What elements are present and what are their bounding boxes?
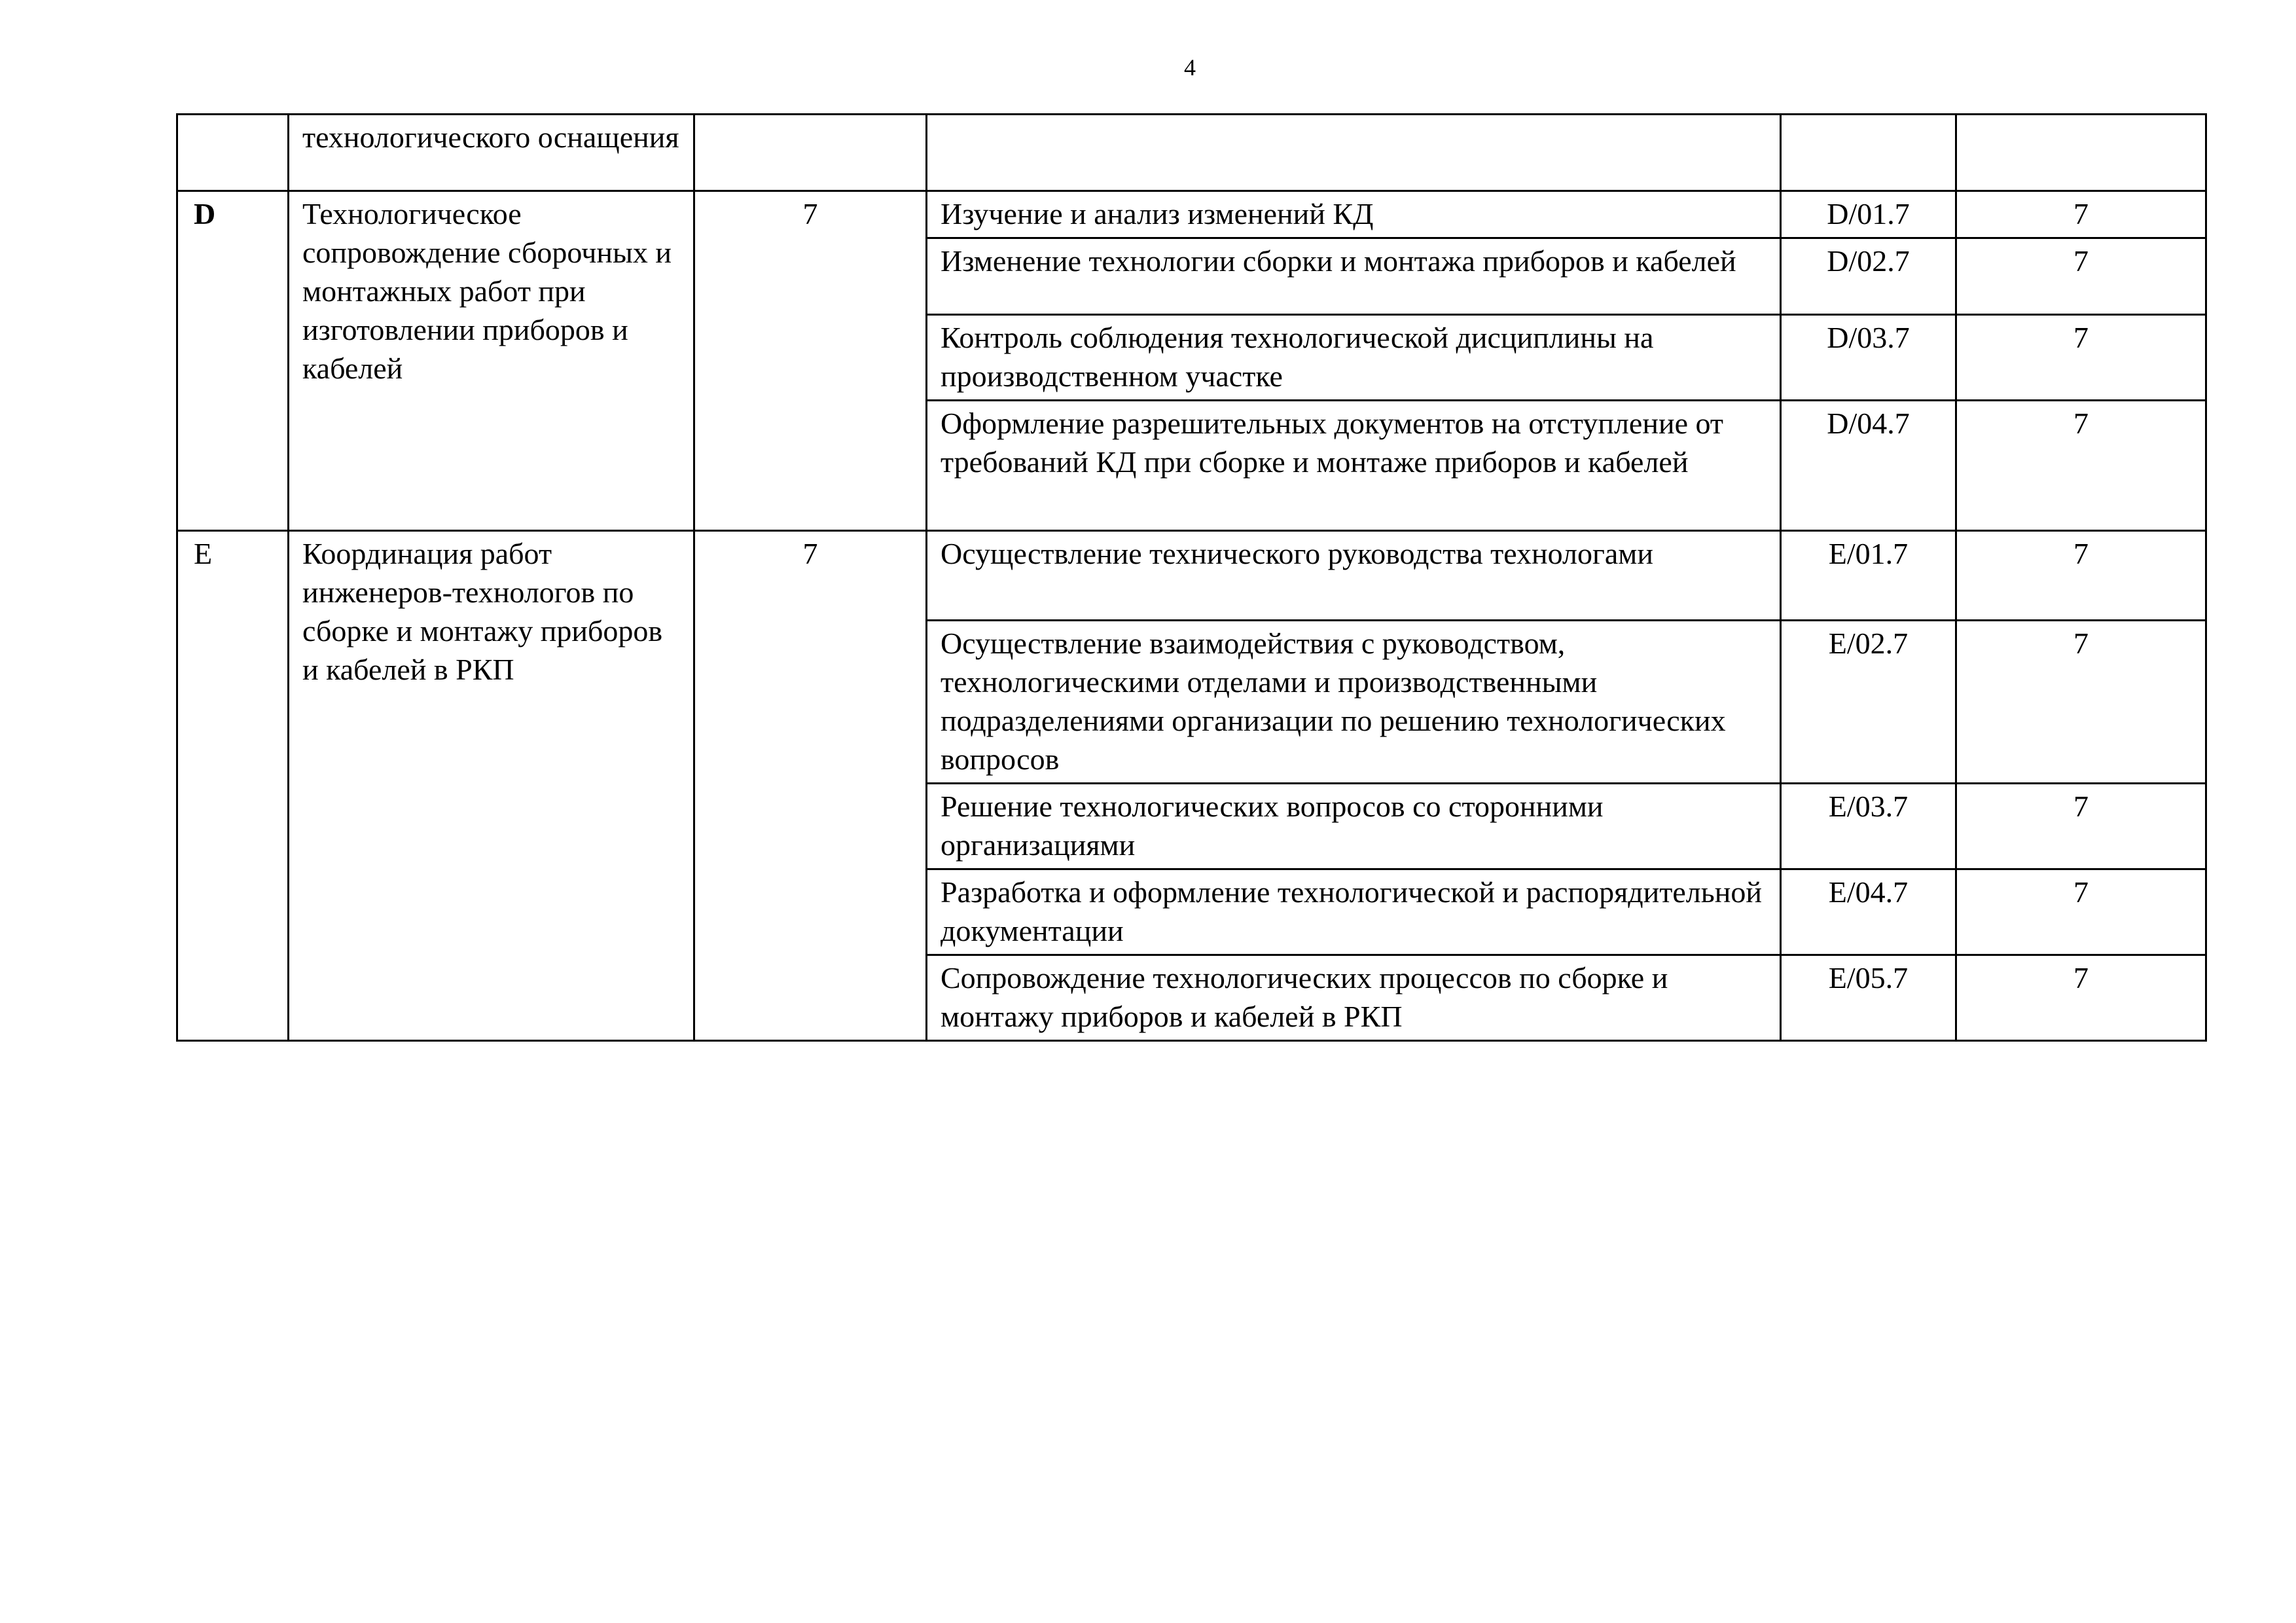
group-code-cell: E <box>177 531 289 1041</box>
function-code-cell: D/04.7 <box>1781 401 1956 531</box>
group-code-cell: D <box>177 191 289 531</box>
group-level-cell: 7 <box>694 191 927 531</box>
function-code-cell: D/02.7 <box>1781 238 1956 315</box>
function-name-cell <box>927 115 1781 191</box>
function-level-cell: 7 <box>1956 531 2206 621</box>
function-level-cell: 7 <box>1956 621 2206 784</box>
function-level-cell: 7 <box>1956 238 2206 315</box>
function-level-cell: 7 <box>1956 401 2206 531</box>
group-name-cell: Координация работ инженеров-технологов по сборке и монтажу приборов и кабелей в РКП <box>289 531 694 1041</box>
function-code-cell: E/02.7 <box>1781 621 1956 784</box>
function-code-cell: E/05.7 <box>1781 955 1956 1041</box>
function-code-cell: E/03.7 <box>1781 784 1956 869</box>
function-name-cell: Разработка и оформление технологической и распорядительной документации <box>927 869 1781 955</box>
functions-table <box>176 113 2207 1042</box>
function-code-cell: E/01.7 <box>1781 531 1956 621</box>
group-level-cell: 7 <box>694 531 927 1041</box>
function-name-cell: Контроль соблюдения технологической дисциплины на производственном участке <box>927 315 1781 401</box>
function-code-cell: D/01.7 <box>1781 191 1956 238</box>
table-row <box>177 115 2206 191</box>
table-row <box>177 531 2206 621</box>
function-level-cell <box>1956 115 2206 191</box>
group-name-cell: Технологическое сопровождение сборочных и монтажных работ при изготовлении приборов и кабелей <box>289 191 694 531</box>
function-name-cell: Сопровождение технологических процессов по сборке и монтажу приборов и кабелей в РКП <box>927 955 1781 1041</box>
group-code-cell <box>177 115 289 191</box>
function-name-cell: Осуществление взаимодействия с руководством, технологическими отделами и производственными подразделениями организации по решению технологических вопросов <box>927 621 1781 784</box>
group-level-cell <box>694 115 927 191</box>
function-name-cell: Изучение и анализ изменений КД <box>927 191 1781 238</box>
function-level-cell: 7 <box>1956 191 2206 238</box>
function-name-cell: Осуществление технического руководства технологами <box>927 531 1781 621</box>
function-level-cell: 7 <box>1956 869 2206 955</box>
function-name-cell: Решение технологических вопросов со сторонними организациями <box>927 784 1781 869</box>
function-name-cell: Оформление разрешительных документов на отступление от требований КД при сборке и монтаже приборов и кабелей <box>927 401 1781 531</box>
group-name-cell: технологического оснащения <box>289 115 694 191</box>
function-code-cell <box>1781 115 1956 191</box>
table-row <box>177 191 2206 238</box>
page-number: 4 <box>1184 54 1196 81</box>
function-level-cell: 7 <box>1956 955 2206 1041</box>
function-name-cell: Изменение технологии сборки и монтажа приборов и кабелей <box>927 238 1781 315</box>
function-level-cell: 7 <box>1956 784 2206 869</box>
function-code-cell: E/04.7 <box>1781 869 1956 955</box>
function-code-cell: D/03.7 <box>1781 315 1956 401</box>
function-level-cell: 7 <box>1956 315 2206 401</box>
